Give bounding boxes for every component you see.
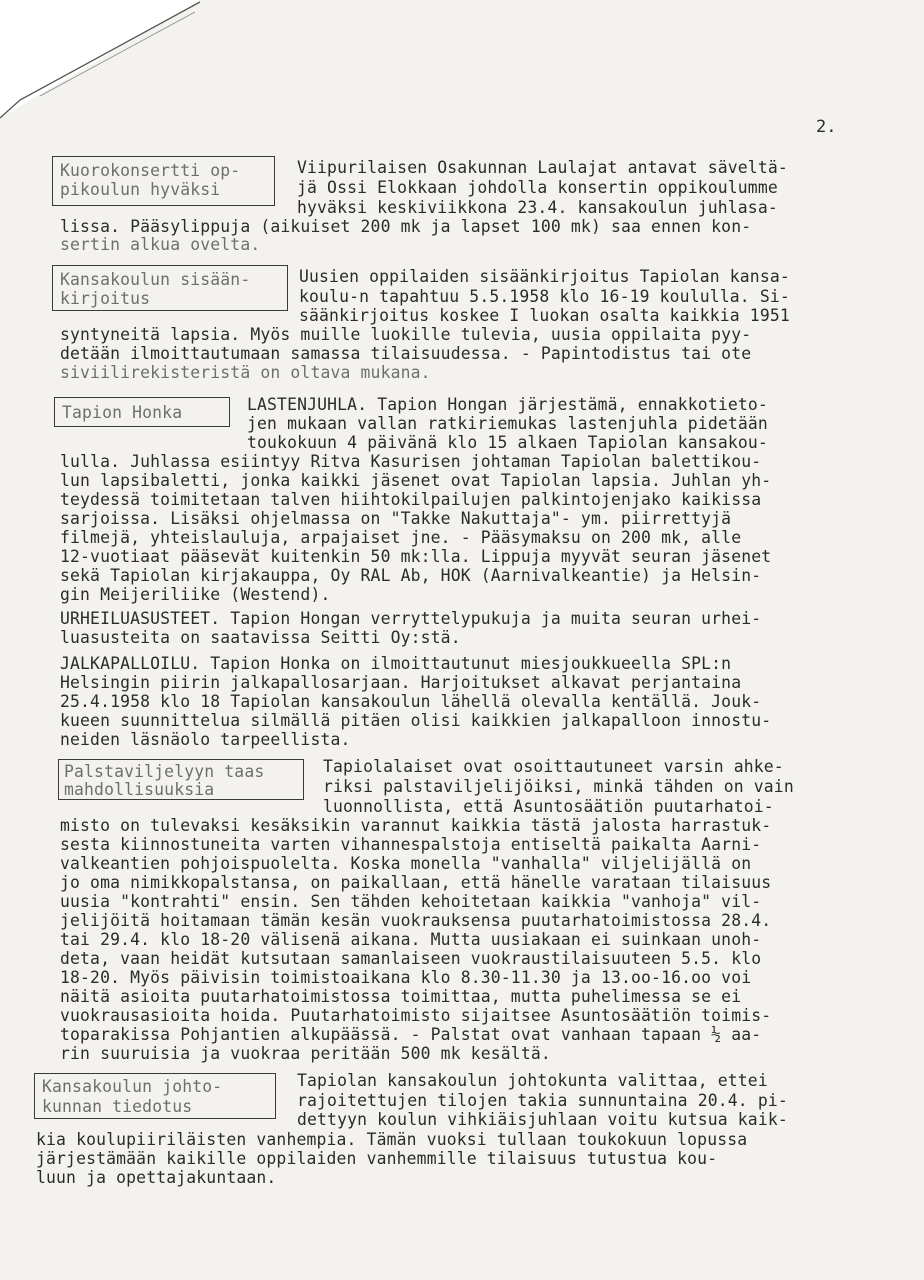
body-line: deta, vaan heidät kutsutaan samanlaiseen vuokraustilaisuuteen 5.5. klo: [60, 949, 762, 968]
section-heading-line: Kansakoulun johto-: [42, 1077, 223, 1096]
folded-corner: [0, 0, 200, 120]
body-line: kia koulupiiriläisten vanhempia. Tämän vuoksi tullaan toukokuun lopussa: [36, 1130, 748, 1149]
section-heading-line: kunnan tiedotus: [42, 1097, 193, 1116]
body-line: URHEILUASUSTEET. Tapion Hongan verryttelypukuja ja muita seuran urhei-: [60, 609, 762, 628]
body-line: riksi palstaviljelijöiksi, minkä tähden on vain: [323, 777, 794, 796]
page-number: 2.: [816, 117, 837, 137]
body-line: Tapiolalaiset ovat osoittautuneet varsin ahke-: [323, 757, 784, 776]
body-line: Viipurilaisen Osakunnan Laulajat antavat säveltä-: [297, 158, 788, 177]
body-line: LASTENJUHLA. Tapion Hongan järjestämä, ennakkotieto-: [247, 395, 768, 414]
section-heading-line: Kansakoulun sisään-: [60, 270, 251, 289]
section-heading-line: mahdollisuuksia: [64, 780, 215, 799]
section-heading-line: Tapion Honka: [62, 403, 183, 422]
body-line: 18-20. Myös päivisin toimistoaikana klo 8.30-11.30 ja 13.oo-16.oo voi: [60, 968, 752, 987]
body-line: Uusien oppilaiden sisäänkirjoitus Tapiolan kansa-: [299, 267, 790, 286]
body-line: toukokuun 4 päivänä klo 15 alkaen Tapiolan kansakou-: [247, 433, 768, 452]
body-line: jen mukaan vallan ratkiriemukas lastenjuhla pidetään: [247, 414, 768, 433]
body-line: vuokrausasioita hoida. Puutarhatoimisto sijaitsee Asuntosäätiön toimis-: [60, 1006, 772, 1025]
body-line: jelijöitä hoitamaan tämän kesän vuokrauksensa puutarhatoimistossa 28.4.: [60, 911, 772, 930]
body-line: tai 29.4. klo 18-20 välisenä aikana. Mutta uusiakaan ei suinkaan unoh-: [60, 930, 762, 949]
body-line: uusia "kontrahti" ensin. Sen tähden kehoitetaan kaikkia "vanhoja" vil-: [60, 892, 762, 911]
body-line: Helsingin piirin jalkapallosarjaan. Harjoitukset alkavat perjantaina: [60, 673, 742, 692]
body-line: dettyyn koulun vihkiäisjuhlaan voitu kutsua kaik-: [297, 1110, 788, 1129]
body-line: luun ja opettajakuntaan.: [36, 1168, 277, 1187]
body-line: Tapiolan kansakoulun johtokunta valittaa, ettei: [297, 1071, 768, 1090]
body-line: jä Ossi Elokkaan johdolla konsertin oppikoulumme: [297, 178, 778, 197]
body-line: lulla. Juhlassa esiintyy Ritva Kasurisen johtaman Tapiolan balettikou-: [60, 452, 762, 471]
body-line: neiden läsnäolo tarpeellista.: [60, 730, 351, 749]
body-line: filmejä, yhteislauluja, arpajaiset jne. - Pääsymaksu on 200 mk, alle: [60, 528, 742, 547]
body-line: luonnollista, että Asuntosäätiön puutarhatoi-: [323, 797, 774, 816]
section-heading-line: Palstaviljelyyn taas: [64, 762, 265, 781]
body-line: 12-vuotiaat pääsevät kuitenkin 50 mk:lla. Lippuja myyvät seuran jäsenet: [60, 547, 772, 566]
body-line: rin suuruisia ja vuokraa peritään 500 mk kesältä.: [60, 1044, 551, 1063]
body-line: sarjoissa. Lisäksi ohjelmassa on "Takke Nakuttaja"- ym. piirrettyjä: [60, 509, 732, 528]
body-line: detään ilmoittautumaan samassa tilaisuudessa. - Papintodistus tai ote: [60, 344, 752, 363]
body-line: näitä asioita puutarhatoimistossa toimittaa, mutta puhelimessa se ei: [60, 987, 742, 1006]
body-line: lissa. Pääsylippuja (aikuiset 200 mk ja lapset 100 mk) saa ennen kon-: [60, 217, 752, 236]
section-heading-line: Kuorokonsertti op-: [60, 161, 241, 180]
body-line: järjestämään kaikille oppilaiden vanhemmille tilaisuus tutustua kou-: [36, 1149, 718, 1168]
section-heading-line: kirjoitus: [60, 289, 151, 308]
body-line: sekä Tapiolan kirjakauppa, Oy RAL Ab, HOK (Aarnivalkeantie) ja Helsin-: [60, 566, 762, 585]
body-line: rajoitettujen tilojen takia sunnuntaina 20.4. pi-: [297, 1091, 788, 1110]
body-line: siviilirekisteristä on oltava mukana.: [60, 363, 431, 382]
body-line: toparakissa Pohjantien alkupäässä. - Palstat ovat vanhaan tapaan ½ aa-: [60, 1025, 762, 1044]
body-line: 25.4.1958 klo 18 Tapiolan kansakoulun lähellä olevalla kentällä. Jouk-: [60, 692, 762, 711]
body-line: säänkirjoitus koskee I luokan osalta kaikkia 1951: [299, 306, 790, 325]
body-line: syntyneitä lapsia. Myös muille luokille tulevia, uusia oppilaita pyy-: [60, 325, 752, 344]
body-line: teydessä toimitetaan talven hiihtokilpailujen palkintojenjako kaikissa: [60, 490, 762, 509]
body-line: sertin alkua ovelta.: [60, 235, 261, 254]
body-line: koulu-n tapahtuu 5.5.1958 klo 16-19 koululla. Si-: [299, 287, 790, 306]
section-heading-line: pikoulun hyväksi: [60, 180, 221, 199]
body-line: gin Meijeriliike (Westend).: [60, 585, 331, 604]
body-line: sesta kiinnostuneita varten vihannespalstoja entiseltä paikalta Aarni-: [60, 835, 762, 854]
body-line: hyväksi keskiviikkona 23.4. kansakoulun juhlasa-: [297, 198, 778, 217]
body-line: jo oma nimikkopalstansa, on paikallaan, että hänelle varataan tilaisuus: [60, 873, 772, 892]
body-line: lun lapsibaletti, jonka kaikki jäsenet ovat Tapiolan lapsia. Juhlan yh-: [60, 471, 772, 490]
body-line: kueen suunnittelua silmällä pitäen olisi kaikkien jalkapalloon innostu-: [60, 711, 772, 730]
body-line: misto on tulevaksi kesäksikin varannut kaikkia tästä jalosta harrastuk-: [60, 816, 772, 835]
body-line: valkeantien pohjoispuolelta. Koska monella "vanhalla" viljelijällä on: [60, 854, 752, 873]
body-line: luasusteita on saatavissa Seitti Oy:stä.: [60, 628, 461, 647]
body-line: JALKAPALLOILU. Tapion Honka on ilmoittautunut miesjoukkueella SPL:n: [60, 654, 732, 673]
